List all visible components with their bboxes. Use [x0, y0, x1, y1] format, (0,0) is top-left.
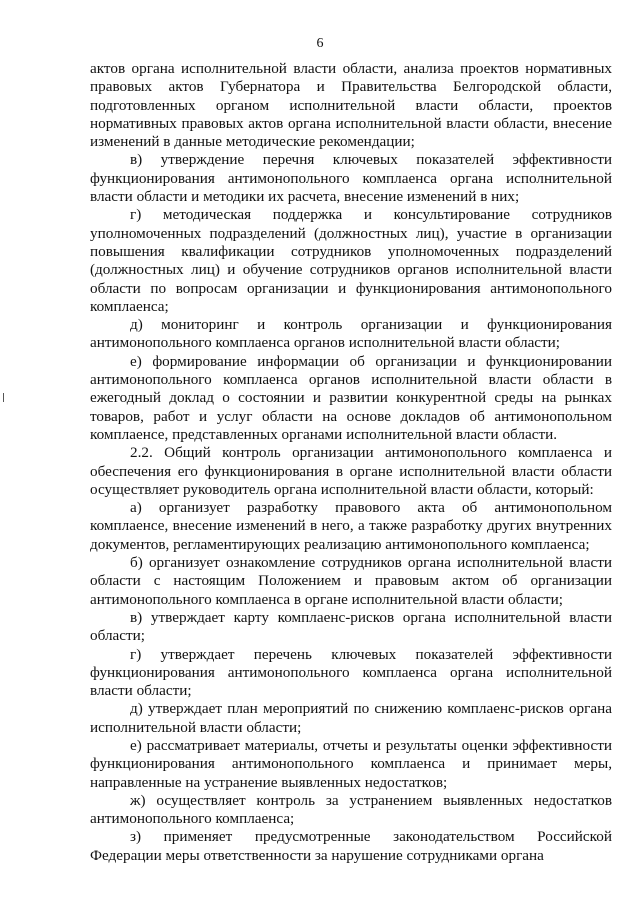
paragraph: в) утверждает карту комплаенс-рисков органа исполнительной власти области; [90, 608, 612, 645]
paragraph: актов органа исполнительной власти области, анализа проектов нормативных правовых актов Губернатора и Правительства Белгородской области, подготовленных органом исполнительной власти области, проектов нормативных правовых актов органа исполнительной власти области, внесение изменений в данные методические рекомендации; [90, 60, 612, 151]
paragraph: ж) осуществляет контроль за устранением выявленных недостатков антимонопольного комплаенса; [90, 791, 612, 828]
paragraph: 2.2. Общий контроль организации антимонопольного комплаенса и обеспечения его функционирования в органе исполнительной власти области осуществляет руководитель органа исполнительной власти области, который: [90, 444, 612, 498]
paragraph: г) утверждает перечень ключевых показателей эффективности функционирования антимонопольного комплаенса органа исполнительной власти области; [90, 645, 612, 700]
paragraph: б) организует ознакомление сотрудников органа исполнительной власти области с настоящим Положением и правовым актом об организации антимонопольного комплаенса в органе исполнительной власти области; [90, 554, 612, 608]
paragraph: а) организует разработку правового акта об антимонопольном комплаенсе, внесение изменений в него, а также разработку других внутренних документов, регламентирующих реализацию антимонопольного комплаенса; [90, 499, 612, 553]
paragraph: е) формирование информации об организации и функционировании антимонопольного комплаенса органов исполнительной власти области в ежегодный доклад о состоянии и развитии конкурентной среды на рынках товаров, работ и услуг области на основе докладов об антимонопольном комплаенсе, представленных органами исполнительной власти области. [90, 352, 612, 443]
paragraph: е) рассматривает материалы, отчеты и результаты оценки эффективности функционирования антимонопольного комплаенса и принимает меры, направленные на устранение выявленных недостатков; [90, 736, 612, 791]
document-body [90, 60, 612, 865]
paragraph: д) мониторинг и контроль организации и функционирования антимонопольного комплаенса органов исполнительной власти области; [90, 316, 612, 352]
paragraph: д) утверждает план мероприятий по снижению комплаенс-рисков органа исполнительной власти области; [90, 700, 612, 736]
paragraph: в) утверждение перечня ключевых показателей эффективности функционирования антимонопольного комплаенса органа исполнительной власти области и методики их расчета, внесение изменений в них; [90, 151, 612, 206]
paragraph: г) методическая поддержка и консультирование сотрудников уполномоченных подразделений (должностных лиц), участие в организации повышения квалификации сотрудников уполномоченных подразделений (должностных лиц) и обучение сотрудников органов исполнительной власти области по вопросам организации и функционирования антимонопольного комплаенса; [90, 206, 612, 315]
margin-mark [3, 393, 4, 402]
page-number: 6 [316, 36, 324, 51]
paragraph: з) применяет предусмотренные законодательством Российской Федерации меры ответственности за нарушение сотрудниками органа [90, 828, 612, 864]
